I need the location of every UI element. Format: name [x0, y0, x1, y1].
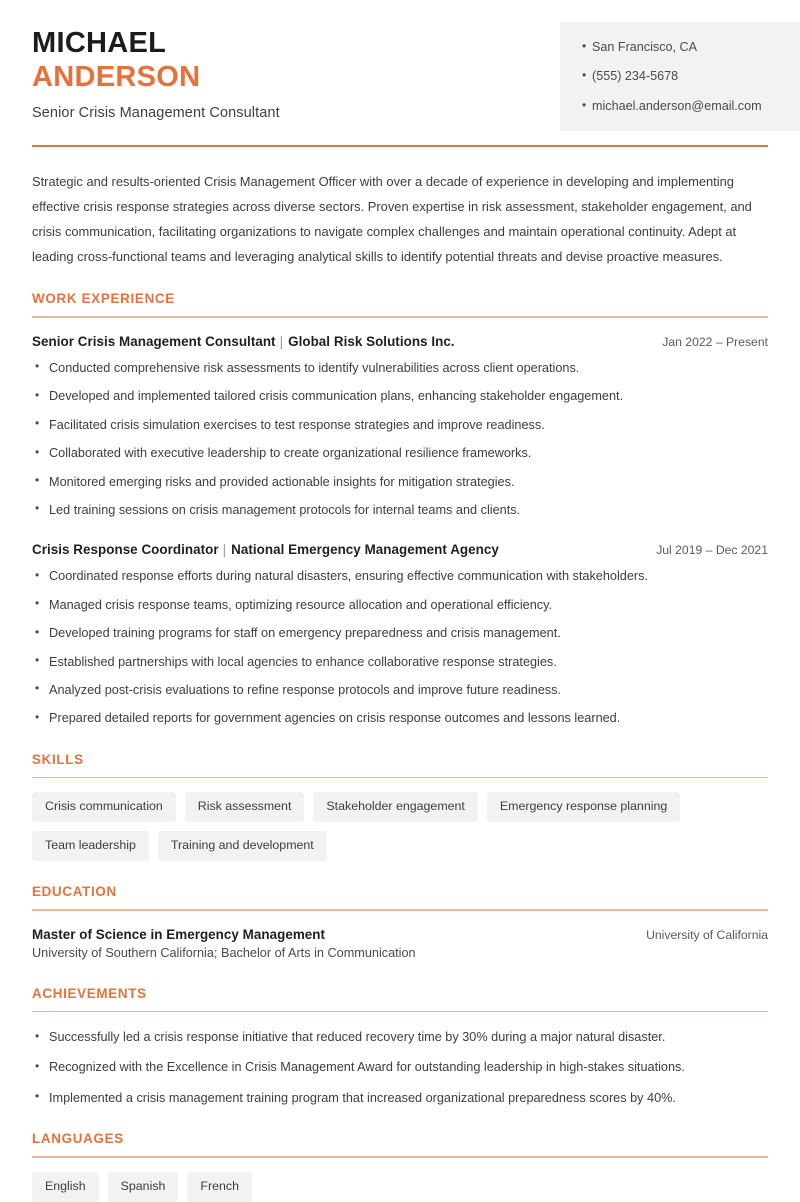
experience-entry	[32, 334, 768, 519]
skill-chip: Training and development	[158, 831, 327, 861]
language-chip: Spanish	[108, 1172, 179, 1202]
experience-bullet: • Conducted comprehensive risk assessments to identify vulnerabilities across client operations.	[32, 359, 768, 377]
section-work-experience	[32, 291, 768, 727]
section-divider	[32, 1156, 768, 1158]
header-divider	[32, 145, 768, 147]
section-divider	[32, 909, 768, 911]
experience-role: Senior Crisis Management Consultant	[32, 333, 276, 349]
contact-item-location	[582, 38, 780, 56]
education-institution: University of California	[646, 927, 768, 942]
experience-date: Jan 2022 – Present	[662, 334, 768, 349]
experience-company: Global Risk Solutions Inc.	[288, 333, 455, 349]
professional-title: Senior Crisis Management Consultant	[32, 105, 280, 122]
entry-separator: |	[222, 542, 227, 558]
skill-chip: Emergency response planning	[487, 792, 680, 822]
experience-bullet: • Coordinated response efforts during natural disasters, ensuring effective communication with stakeholders.	[32, 567, 768, 585]
languages-chip-list	[32, 1172, 768, 1202]
experience-entry-header	[32, 542, 768, 557]
education-entry-header	[32, 927, 768, 942]
experience-bullet: • Facilitated crisis simulation exercises to test response strategies and improve readiness.	[32, 416, 768, 434]
experience-bullet: • Monitored emerging risks and provided actionable insights for mitigation strategies.	[32, 473, 768, 491]
section-divider	[32, 316, 768, 318]
experience-heading	[32, 542, 499, 557]
experience-bullet-list	[32, 359, 768, 519]
section-languages	[32, 1131, 768, 1201]
header-identity	[0, 22, 280, 121]
section-title-languages: LANGUAGES	[32, 1131, 124, 1147]
education-degree: Master of Science in Emergency Management	[32, 926, 326, 942]
experience-heading	[32, 334, 455, 349]
experience-bullet: • Managed crisis response teams, optimizing resource allocation and operational efficiency.	[32, 596, 768, 614]
experience-role: Crisis Response Coordinator	[32, 542, 219, 558]
experience-bullet: • Established partnerships with local agencies to enhance collaborative response strategies.	[32, 653, 768, 671]
experience-bullet: • Analyzed post-crisis evaluations to refine response protocols and improve future readiness.	[32, 681, 768, 699]
bullet-icon: •	[582, 39, 587, 53]
section-title-achievements: ACHIEVEMENTS	[32, 985, 147, 1001]
section-title-skills: SKILLS	[32, 751, 84, 767]
experience-bullet: • Prepared detailed reports for government agencies on crisis response outcomes and lessons learned.	[32, 709, 768, 727]
section-achievements	[32, 986, 768, 1108]
achievement-bullet: • Recognized with the Excellence in Crisis Management Award for outstanding leadership in high-stakes situations.	[32, 1058, 768, 1076]
achievement-bullet: • Successfully led a crisis response initiative that reduced recovery time by 30% during a major natural disaster.	[32, 1028, 768, 1046]
bullet-icon: •	[582, 97, 587, 112]
skill-chip: Risk assessment	[185, 792, 305, 822]
section-title-work-experience: WORK EXPERIENCE	[32, 291, 175, 307]
language-chip: French	[187, 1172, 252, 1202]
contact-item-phone[interactable]	[582, 67, 780, 85]
language-chip: English	[32, 1172, 99, 1202]
contact-email-text[interactable]: michael.anderson@email.com	[592, 98, 762, 113]
experience-bullet: • Led training sessions on crisis management protocols for internal teams and clients.	[32, 501, 768, 519]
section-title-education: EDUCATION	[32, 884, 117, 899]
skill-chip: Stakeholder engagement	[313, 792, 477, 822]
section-divider	[32, 1011, 768, 1013]
experience-bullet: • Developed training programs for staff on emergency preparedness and crisis management.	[32, 624, 768, 642]
last-name: ANDERSON	[32, 61, 201, 94]
first-name: MICHAEL	[32, 27, 167, 59]
section-education	[32, 884, 768, 960]
skill-chip: Crisis communication	[32, 792, 176, 822]
contact-phone-text[interactable]: (555) 234-5678	[592, 69, 679, 84]
professional-summary: Strategic and results-oriented Crisis Management Officer with over a decade of experience in developing and implementing effective crisis response strategies across diverse sectors. Proven expertise in risk assessment, stakeholder engagement, and crisis communication, facilitating organizations to navigate complex challenges and maintain operational continuity. Adept at leading cross-functional teams and leveraging analytical skills to identify potential threats and devise proactive measures.	[32, 173, 752, 265]
experience-bullet-list	[32, 567, 768, 727]
achievement-bullet: • Implemented a crisis management training program that increased organizational preparedness scores by 40%.	[32, 1089, 768, 1107]
experience-entry-header	[32, 334, 768, 349]
skill-chip: Team leadership	[32, 831, 149, 861]
bullet-icon: •	[582, 68, 587, 83]
section-skills	[32, 752, 768, 861]
education-entry	[32, 927, 768, 960]
experience-bullet: • Developed and implemented tailored crisis communication plans, enhancing stakeholder engagement.	[32, 387, 768, 405]
experience-entry	[32, 542, 768, 727]
resume-header	[0, 0, 800, 131]
contact-item-email[interactable]	[582, 97, 780, 115]
entry-separator: |	[279, 333, 284, 349]
experience-bullet: • Collaborated with executive leadership to create organizational resilience frameworks.	[32, 444, 768, 462]
education-detail: University of Southern California; Bachelor of Arts in Communication	[32, 945, 416, 960]
contact-box	[560, 22, 800, 131]
contact-location-text: San Francisco, CA	[592, 40, 697, 54]
experience-date: Jul 2019 – Dec 2021	[656, 543, 768, 558]
section-divider	[32, 777, 768, 779]
skills-chip-list	[32, 792, 768, 861]
experience-company: National Emergency Management Agency	[231, 542, 499, 558]
achievements-bullet-list	[32, 1028, 768, 1107]
resume-content	[0, 169, 800, 1202]
